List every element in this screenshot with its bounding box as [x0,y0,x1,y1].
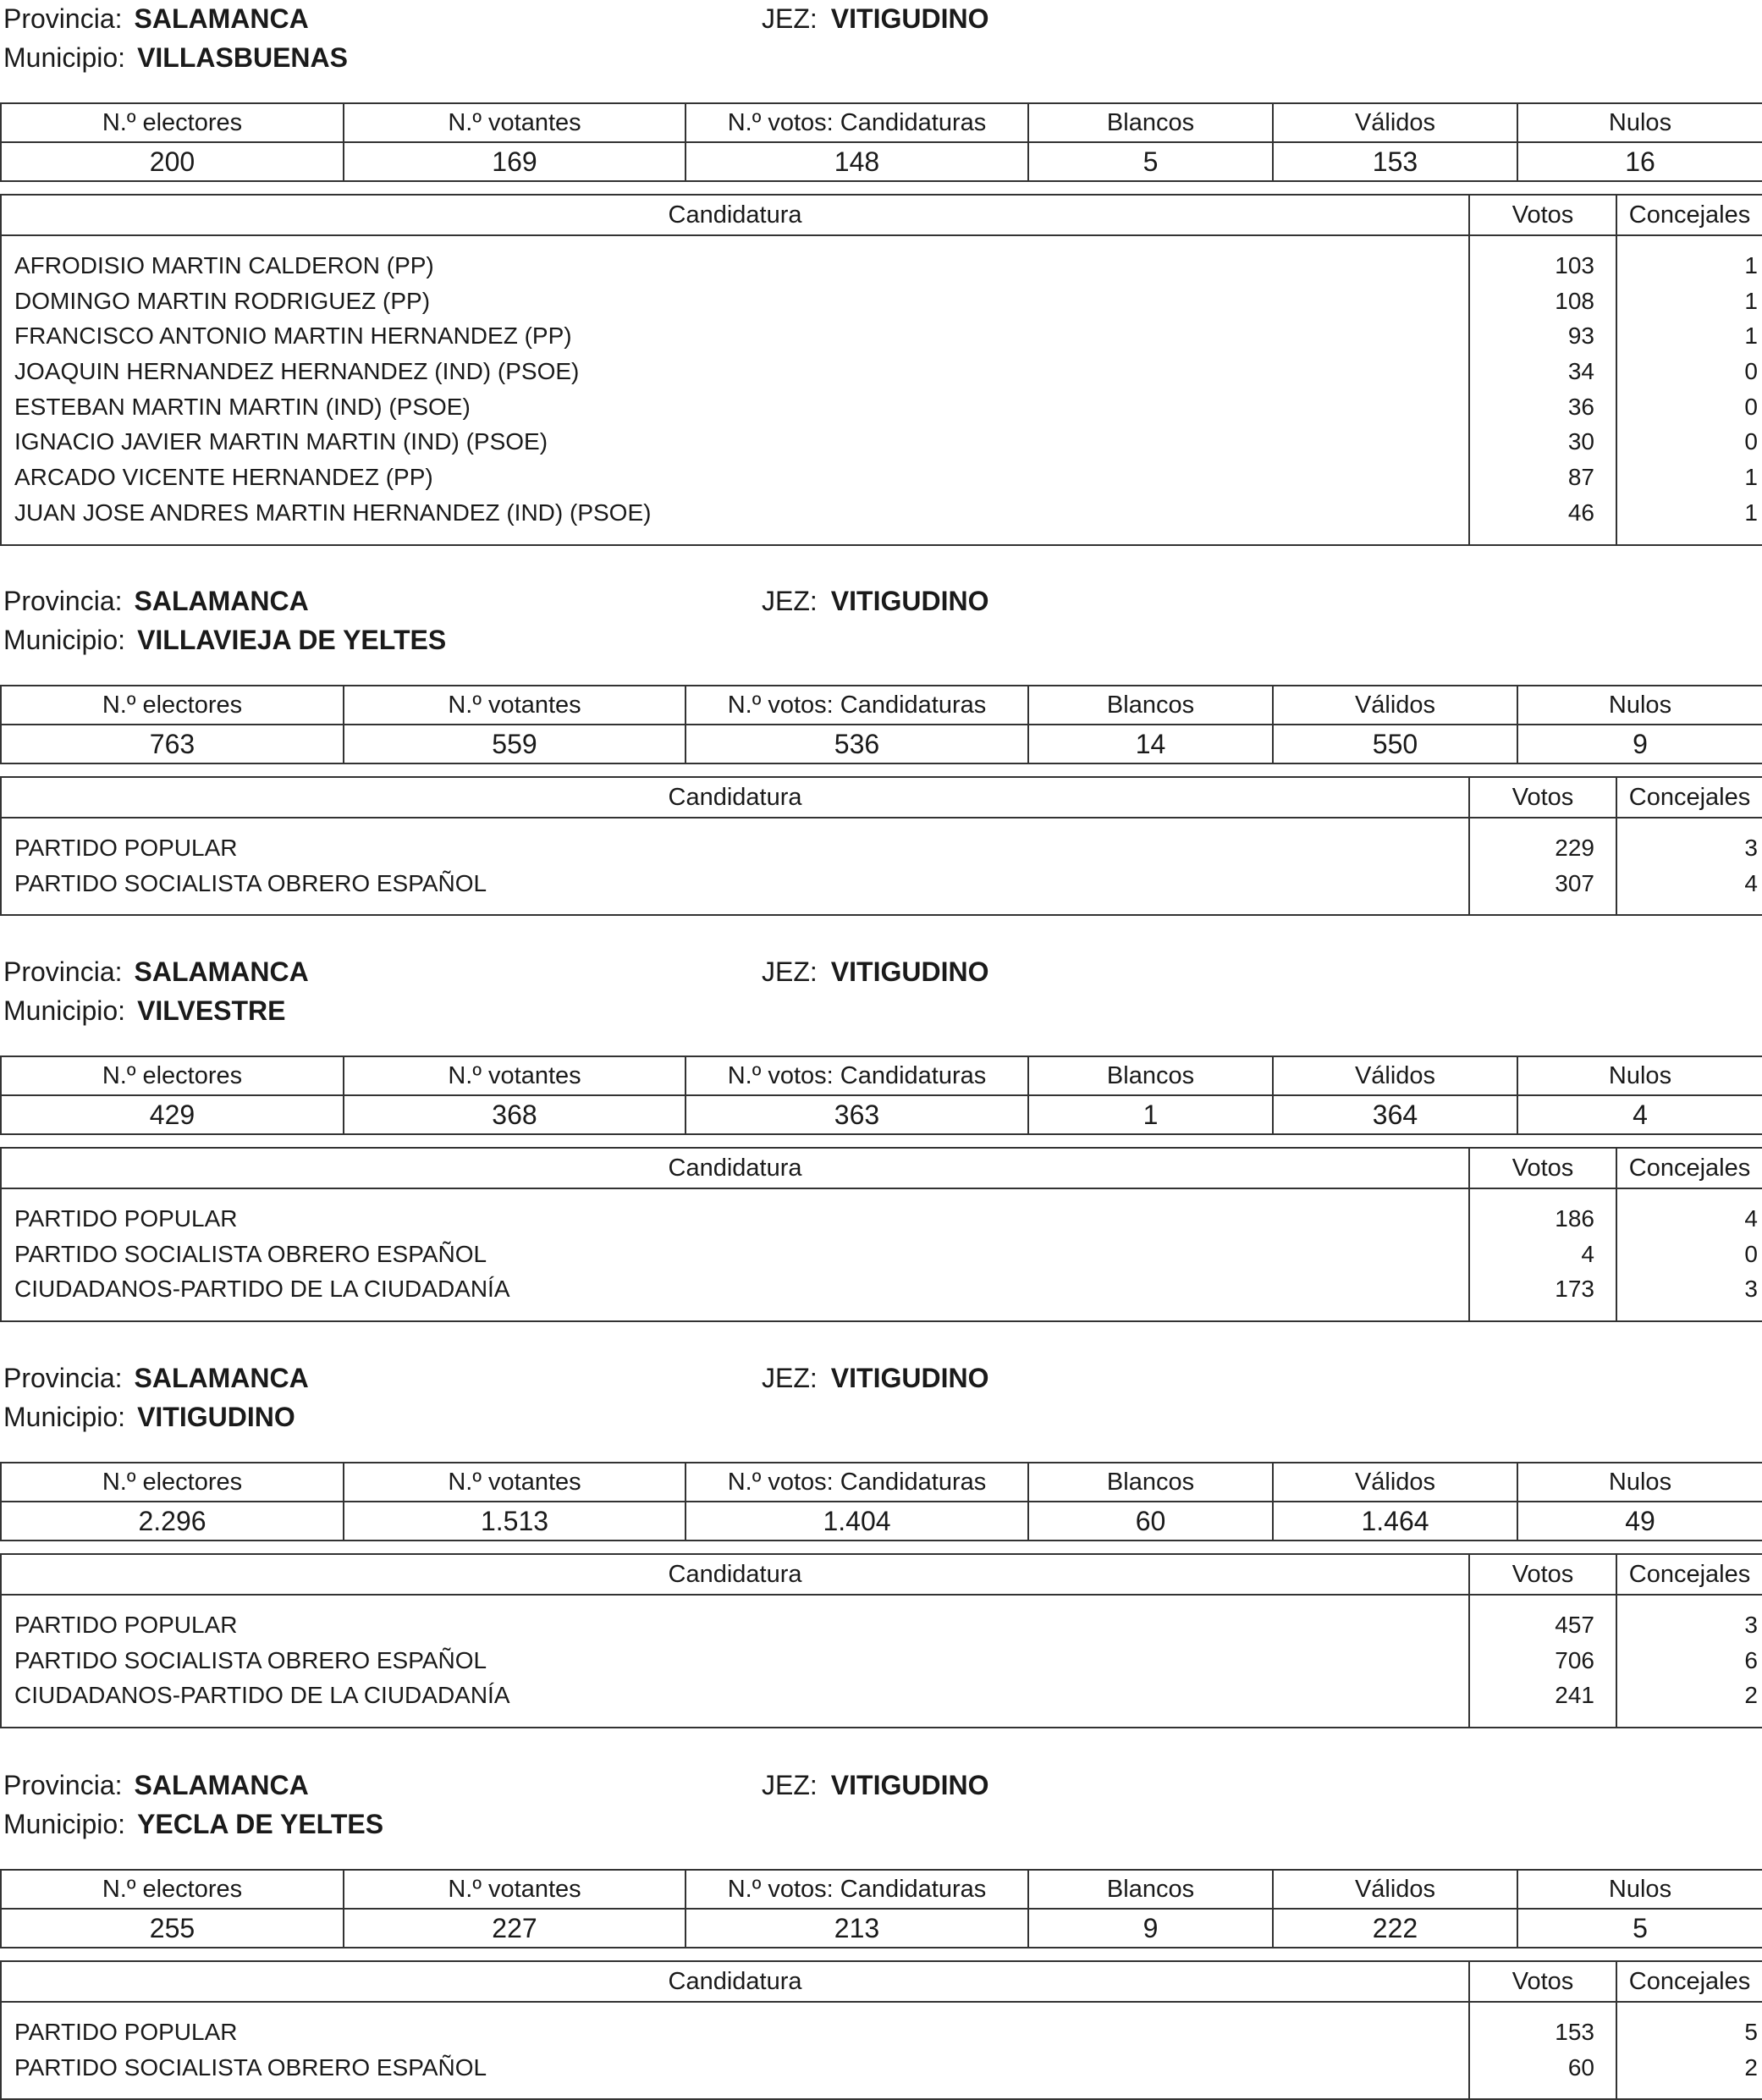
municipio-line [3,623,446,657]
summary-table [0,1869,1762,1948]
summary-header-row [1,1056,1762,1095]
provincia-line [3,955,309,989]
results-header-row [1,1554,1762,1595]
candidate-votes: 307 [1555,869,1594,896]
candidatura-header: Candidatura [1,1148,1469,1188]
candidate-seats: 4 [1744,1205,1758,1232]
jez-label: JEZ: [762,1770,818,1800]
summary-values-row [1,1502,1762,1541]
candidate-votes-cell [1469,235,1616,545]
candidate-votes-cell [1469,2002,1616,2099]
summary-table [0,1462,1762,1541]
validos-header: Válidos [1273,1463,1517,1502]
municipio-line [3,994,286,1028]
candidate-seats: 0 [1744,393,1758,420]
candidatura-header: Candidatura [1,1554,1469,1595]
jez-value: VITIGUDINO [830,1770,989,1800]
validos-value: 222 [1273,1909,1517,1948]
results-body-row [1,1595,1762,1728]
candidate-votes: 706 [1555,1646,1594,1673]
jez-label: JEZ: [762,956,818,987]
votantes-value: 559 [344,725,686,763]
blancos-header: Blancos [1028,1870,1273,1909]
municipio-value: VILVESTRE [137,995,286,1026]
municipio-label: Municipio: [3,1809,126,1839]
electores-value: 255 [1,1909,344,1948]
nulos-header: Nulos [1517,1463,1762,1502]
results-header-row [1,195,1762,235]
concejales-header: Concejales [1616,1554,1762,1595]
provincia-value: SALAMANCA [134,586,309,616]
blancos-header: Blancos [1028,1463,1273,1502]
jez-line [762,1361,988,1395]
candidate-names-cell [1,1188,1469,1321]
candidate-names-cell [1,818,1469,915]
candidate-name: PARTIDO SOCIALISTA OBRERO ESPAÑOL [14,2053,487,2081]
nulos-value: 4 [1517,1095,1762,1134]
provincia-label: Provincia: [3,3,123,34]
electores-value: 200 [1,142,344,181]
nulos-header: Nulos [1517,686,1762,725]
candidate-votes: 46 [1567,499,1594,526]
votos-candidaturas-value: 148 [686,142,1028,181]
jez-value: VITIGUDINO [830,3,989,34]
candidate-votes: 229 [1555,835,1594,861]
candidate-seats-cell [1616,235,1762,545]
votantes-header: N.º votantes [344,103,686,142]
candidate-votes: 60 [1567,2053,1594,2081]
provincia-line [3,2,309,36]
blancos-value: 1 [1028,1095,1273,1134]
electores-value: 763 [1,725,344,763]
jez-label: JEZ: [762,586,818,616]
blancos-header: Blancos [1028,103,1273,142]
results-table [0,194,1762,546]
votos-header: Votos [1469,1554,1616,1595]
candidate-votes: 103 [1555,252,1594,278]
candidate-seats: 1 [1744,322,1758,350]
jez-label: JEZ: [762,1363,818,1393]
validos-value: 153 [1273,142,1517,181]
candidate-name: CIUDADANOS-PARTIDO DE LA CIUDADANÍA [14,1276,510,1303]
provincia-label: Provincia: [3,956,123,987]
candidate-name: PARTIDO POPULAR [14,1205,238,1232]
results-header-row [1,1961,1762,2002]
candidate-seats: 1 [1744,464,1758,491]
validos-header: Válidos [1273,1870,1517,1909]
candidate-name: JUAN JOSE ANDRES MARTIN HERNANDEZ (IND) (PSOE) [14,499,652,526]
summary-values-row [1,1909,1762,1948]
candidate-name: ESTEBAN MARTIN MARTIN (IND) (PSOE) [14,393,471,420]
candidate-seats: 1 [1744,499,1758,526]
summary-header-row [1,1870,1762,1909]
candidate-seats: 3 [1744,835,1758,861]
votantes-header: N.º votantes [344,1870,686,1909]
candidate-votes: 457 [1555,1612,1594,1638]
votos-candidaturas-header: N.º votos: Candidaturas [686,1870,1028,1909]
provincia-line [3,1768,309,1802]
electores-header: N.º electores [1,103,344,142]
results-body-row [1,818,1762,915]
jez-line [762,2,988,36]
candidate-name: JOAQUIN HERNANDEZ HERNANDEZ (IND) (PSOE) [14,358,580,385]
votos-header: Votos [1469,195,1616,235]
votos-header: Votos [1469,1148,1616,1188]
candidate-votes: 87 [1567,464,1594,491]
votantes-value: 368 [344,1095,686,1134]
summary-table [0,1056,1762,1135]
candidate-names-cell [1,235,1469,545]
nulos-header: Nulos [1517,1870,1762,1909]
municipio-value: VITIGUDINO [137,1402,295,1432]
candidate-votes: 108 [1555,287,1594,314]
candidate-seats: 0 [1744,1240,1758,1267]
candidate-names-cell [1,1595,1469,1728]
concejales-header: Concejales [1616,1148,1762,1188]
results-body-row [1,1188,1762,1321]
candidatura-header: Candidatura [1,1961,1469,2002]
candidate-votes: 93 [1567,322,1594,350]
votos-header: Votos [1469,777,1616,818]
votantes-header: N.º votantes [344,1056,686,1095]
validos-value: 364 [1273,1095,1517,1134]
candidate-seats: 5 [1744,2019,1758,2045]
votos-candidaturas-value: 1.404 [686,1502,1028,1541]
municipio-value: VILLAVIEJA DE YELTES [137,625,447,655]
municipio-value: YECLA DE YELTES [137,1809,384,1839]
provincia-line [3,1361,309,1395]
results-body-row [1,235,1762,545]
candidate-name: PARTIDO POPULAR [14,835,238,861]
nulos-header: Nulos [1517,103,1762,142]
votantes-value: 1.513 [344,1502,686,1541]
votos-candidaturas-header: N.º votos: Candidaturas [686,1463,1028,1502]
candidate-name: PARTIDO POPULAR [14,2019,238,2045]
blancos-header: Blancos [1028,686,1273,725]
results-table [0,1553,1762,1728]
candidate-seats-cell [1616,1188,1762,1321]
validos-header: Válidos [1273,103,1517,142]
candidate-name: PARTIDO POPULAR [14,1612,238,1638]
candidate-votes: 186 [1555,1205,1594,1232]
provincia-value: SALAMANCA [134,956,309,987]
summary-table [0,685,1762,764]
municipio-label: Municipio: [3,625,126,655]
candidate-seats: 6 [1744,1646,1758,1673]
candidate-votes: 4 [1581,1240,1594,1267]
candidate-name: FRANCISCO ANTONIO MARTIN HERNANDEZ (PP) [14,322,572,350]
candidate-seats-cell [1616,818,1762,915]
candidate-votes-cell [1469,1188,1616,1321]
provincia-label: Provincia: [3,586,123,616]
provincia-label: Provincia: [3,1363,123,1393]
candidatura-header: Candidatura [1,195,1469,235]
results-header-row [1,1148,1762,1188]
validos-header: Válidos [1273,686,1517,725]
jez-label: JEZ: [762,3,818,34]
candidate-seats: 2 [1744,1682,1758,1709]
candidate-seats: 0 [1744,358,1758,385]
candidate-name: PARTIDO SOCIALISTA OBRERO ESPAÑOL [14,1646,487,1673]
votos-candidaturas-header: N.º votos: Candidaturas [686,103,1028,142]
blancos-value: 9 [1028,1909,1273,1948]
results-table [0,776,1762,916]
results-body-row [1,2002,1762,2099]
summary-values-row [1,725,1762,763]
summary-values-row [1,142,1762,181]
provincia-label: Provincia: [3,1770,123,1800]
candidate-votes: 153 [1555,2019,1594,2045]
jez-line [762,584,988,618]
jez-value: VITIGUDINO [830,586,989,616]
results-table [0,1960,1762,2100]
nulos-value: 16 [1517,142,1762,181]
jez-line [762,955,988,989]
municipio-line [3,1400,295,1434]
votantes-header: N.º votantes [344,1463,686,1502]
candidate-name: PARTIDO SOCIALISTA OBRERO ESPAÑOL [14,1240,487,1267]
concejales-header: Concejales [1616,195,1762,235]
votantes-value: 227 [344,1909,686,1948]
candidate-seats-cell [1616,1595,1762,1728]
candidate-seats: 3 [1744,1612,1758,1638]
electores-value: 429 [1,1095,344,1134]
validos-value: 550 [1273,725,1517,763]
candidate-seats-cell [1616,2002,1762,2099]
provincia-value: SALAMANCA [134,3,309,34]
results-table [0,1147,1762,1322]
candidate-seats: 3 [1744,1276,1758,1303]
concejales-header: Concejales [1616,1961,1762,2002]
votantes-header: N.º votantes [344,686,686,725]
candidate-seats: 1 [1744,252,1758,278]
municipio-value: VILLASBUENAS [137,42,348,73]
candidate-names-cell [1,2002,1469,2099]
blancos-value: 60 [1028,1502,1273,1541]
candidate-name: AFRODISIO MARTIN CALDERON (PP) [14,252,434,278]
candidate-seats: 0 [1744,428,1758,455]
candidate-name: DOMINGO MARTIN RODRIGUEZ (PP) [14,287,431,314]
candidate-name: ARCADO VICENTE HERNANDEZ (PP) [14,464,433,491]
nulos-value: 49 [1517,1502,1762,1541]
nulos-header: Nulos [1517,1056,1762,1095]
blancos-value: 14 [1028,725,1273,763]
votos-candidaturas-header: N.º votos: Candidaturas [686,1056,1028,1095]
summary-table [0,102,1762,182]
votos-candidaturas-header: N.º votos: Candidaturas [686,686,1028,725]
candidate-votes-cell [1469,818,1616,915]
summary-values-row [1,1095,1762,1134]
summary-header-row [1,103,1762,142]
results-header-row [1,777,1762,818]
municipio-label: Municipio: [3,42,126,73]
candidate-votes: 30 [1567,428,1594,455]
summary-header-row [1,1463,1762,1502]
provincia-value: SALAMANCA [134,1770,309,1800]
candidate-votes: 241 [1555,1682,1594,1709]
candidate-name: CIUDADANOS-PARTIDO DE LA CIUDADANÍA [14,1682,510,1709]
provincia-line [3,584,309,618]
electores-header: N.º electores [1,1056,344,1095]
validos-value: 1.464 [1273,1502,1517,1541]
candidate-votes: 34 [1567,358,1594,385]
nulos-value: 5 [1517,1909,1762,1948]
blancos-header: Blancos [1028,1056,1273,1095]
candidatura-header: Candidatura [1,777,1469,818]
electores-header: N.º electores [1,1463,344,1502]
candidate-seats: 4 [1744,869,1758,896]
jez-value: VITIGUDINO [830,1363,989,1393]
jez-line [762,1768,988,1802]
votos-candidaturas-value: 363 [686,1095,1028,1134]
municipio-line [3,1807,383,1841]
electores-header: N.º electores [1,1870,344,1909]
candidate-votes-cell [1469,1595,1616,1728]
electores-header: N.º electores [1,686,344,725]
nulos-value: 9 [1517,725,1762,763]
validos-header: Válidos [1273,1056,1517,1095]
candidate-votes: 36 [1567,393,1594,420]
municipio-label: Municipio: [3,995,126,1026]
candidate-seats: 1 [1744,287,1758,314]
municipio-label: Municipio: [3,1402,126,1432]
candidate-name: PARTIDO SOCIALISTA OBRERO ESPAÑOL [14,869,487,896]
concejales-header: Concejales [1616,777,1762,818]
votantes-value: 169 [344,142,686,181]
votos-header: Votos [1469,1961,1616,2002]
blancos-value: 5 [1028,142,1273,181]
summary-header-row [1,686,1762,725]
electores-value: 2.296 [1,1502,344,1541]
jez-value: VITIGUDINO [830,956,989,987]
candidate-seats: 2 [1744,2053,1758,2081]
candidate-name: IGNACIO JAVIER MARTIN MARTIN (IND) (PSOE) [14,428,548,455]
candidate-votes: 173 [1555,1276,1594,1303]
votos-candidaturas-value: 536 [686,725,1028,763]
provincia-value: SALAMANCA [134,1363,309,1393]
votos-candidaturas-value: 213 [686,1909,1028,1948]
municipio-line [3,41,348,74]
